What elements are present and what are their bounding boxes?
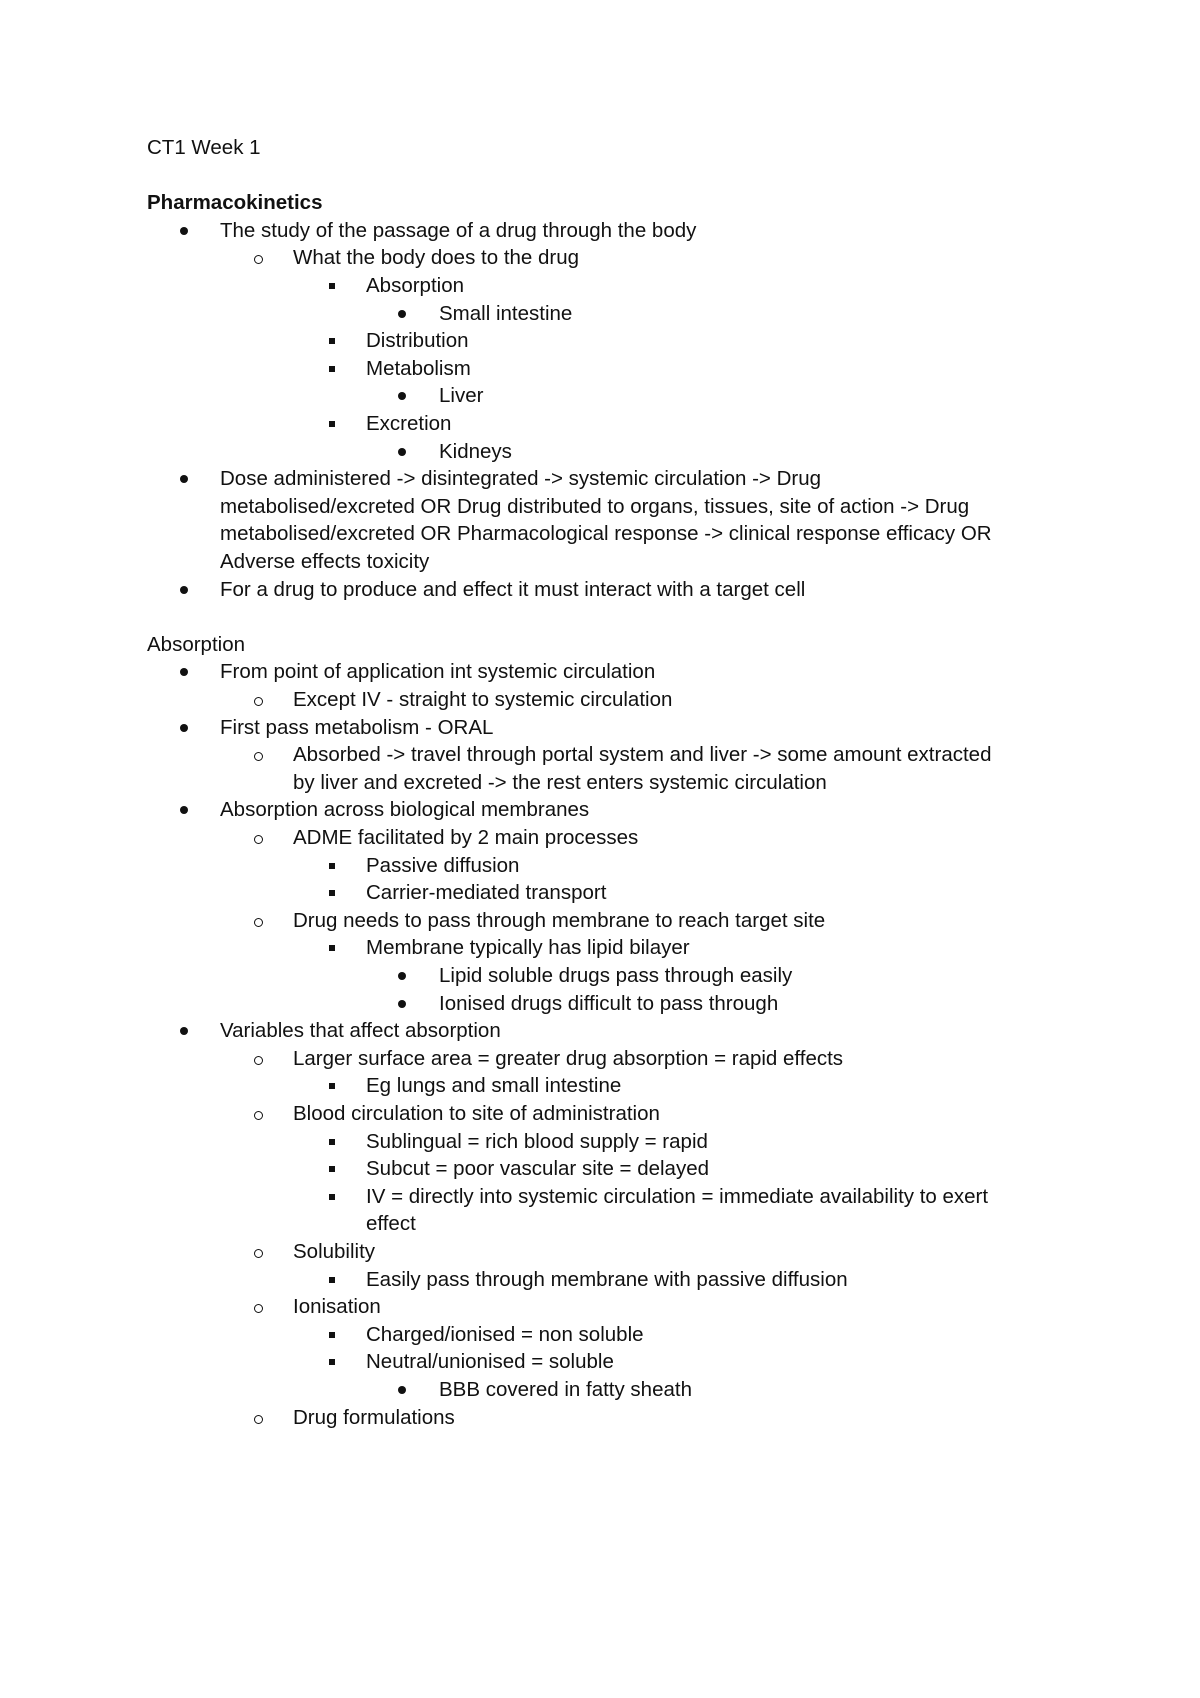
bullet-square-icon (329, 338, 335, 344)
bullet-square-icon (329, 421, 335, 427)
item-text: The study of the passage of a drug through the body (220, 218, 697, 242)
bullet-square-icon (329, 1194, 335, 1200)
item-text: Easily pass through membrane with passive diffusion (366, 1267, 848, 1291)
bullet-square-icon (329, 863, 335, 869)
bullet-disc-icon (180, 586, 188, 594)
heading-text: Absorption (147, 632, 246, 656)
bullet-circle-icon (254, 835, 263, 844)
bullet-disc-icon (180, 227, 188, 235)
bullet-square-icon (329, 1166, 335, 1172)
bullet-circle-icon (254, 1415, 263, 1424)
bullet-circle-icon (254, 1304, 263, 1313)
bullet-circle-icon (254, 697, 263, 706)
bullet-disc-icon (398, 310, 406, 318)
item-text: metabolised/excreted OR Drug distributed to organs, tissues, site of action -> Drug (220, 494, 970, 518)
item-text: Absorption (366, 274, 465, 297)
item-text: Ionisation (293, 1295, 381, 1319)
item-text: BBB covered in fatty sheath (439, 1378, 692, 1401)
bullet-disc-icon (398, 392, 406, 400)
bullet-square-icon (329, 1332, 335, 1338)
bullet-disc-icon (180, 668, 188, 676)
bullet-circle-icon (254, 752, 263, 761)
bullet-square-icon (329, 890, 335, 896)
bullet-square-icon (329, 1359, 335, 1365)
bullet-square-icon (329, 945, 335, 951)
item-text: Membrane typically has lipid bilayer (366, 936, 690, 960)
bullet-circle-icon (254, 1249, 263, 1258)
bullet-disc-icon (180, 1027, 188, 1035)
bullet-square-icon (329, 1277, 335, 1283)
bullet-circle-icon (254, 255, 263, 264)
item-text: Drug formulations (293, 1405, 455, 1429)
item-text: IV = directly into systemic circulation = immediate availability to exert (366, 1184, 989, 1208)
bullet-disc-icon (398, 972, 406, 980)
item-text: Charged/ionised = non soluble (366, 1322, 644, 1346)
bullet-disc-icon (398, 1386, 406, 1394)
item-text: Distribution (366, 329, 469, 353)
bullet-square-icon (329, 283, 335, 289)
item-text: Solubility (293, 1240, 376, 1263)
item-text: Metabolism (366, 356, 471, 380)
heading-text: Pharmacokinetics (147, 191, 323, 215)
item-text: Blood circulation to site of administration (293, 1102, 660, 1125)
item-text: First pass metabolism - ORAL (220, 715, 494, 739)
item-text: by liver and excreted -> the rest enters systemic circulation (293, 770, 827, 794)
bullet-disc-icon (180, 724, 188, 732)
item-text: Variables that affect absorption (220, 1019, 501, 1043)
item-text: Adverse effects toxicity (220, 550, 430, 573)
item-text: Dose administered -> disintegrated -> systemic circulation -> Drug (220, 467, 822, 491)
item-text: From point of application int systemic circulation (220, 660, 656, 684)
item-text: effect (366, 1212, 416, 1236)
bullet-square-icon (329, 1139, 335, 1145)
bullet-disc-icon (180, 806, 188, 814)
item-text: For a drug to produce and effect it must interact with a target cell (220, 577, 806, 601)
bullet-disc-icon (180, 475, 188, 483)
heading-text: CT1 Week 1 (147, 136, 261, 159)
item-text: Subcut = poor vascular site = delayed (366, 1157, 710, 1181)
bullet-square-icon (329, 366, 335, 372)
item-text: Passive diffusion (366, 853, 520, 877)
item-text: Ionised drugs difficult to pass through (439, 991, 779, 1015)
bullet-disc-icon (398, 448, 406, 456)
item-text: Except IV - straight to systemic circulation (293, 688, 673, 711)
item-text: Neutral/unionised = soluble (366, 1350, 614, 1374)
item-text: Small intestine (439, 301, 573, 325)
bullet-disc-icon (398, 1000, 406, 1008)
item-text: ADME facilitated by 2 main processes (293, 826, 639, 849)
item-text: Lipid soluble drugs pass through easily (439, 964, 793, 987)
item-text: metabolised/excreted OR Pharmacological response -> clinical response efficacy OR (220, 522, 992, 546)
item-text: Eg lungs and small intestine (366, 1074, 622, 1098)
item-text: What the body does to the drug (293, 246, 580, 270)
bullet-square-icon (329, 1083, 335, 1089)
item-text: Absorption across biological membranes (220, 798, 590, 822)
bullet-circle-icon (254, 918, 263, 927)
item-text: Drug needs to pass through membrane to reach target site (293, 908, 826, 932)
item-text: Liver (439, 384, 484, 408)
item-text: Larger surface area = greater drug absorption = rapid effects (293, 1046, 844, 1070)
item-text: Absorbed -> travel through portal system and liver -> some amount extracted (293, 743, 992, 767)
item-text: Excretion (366, 412, 452, 435)
bullet-circle-icon (254, 1111, 263, 1120)
item-text: Kidneys (439, 439, 512, 463)
item-text: Carrier-mediated transport (366, 881, 607, 905)
bullet-circle-icon (254, 1056, 263, 1065)
item-text: Sublingual = rich blood supply = rapid (366, 1129, 708, 1153)
